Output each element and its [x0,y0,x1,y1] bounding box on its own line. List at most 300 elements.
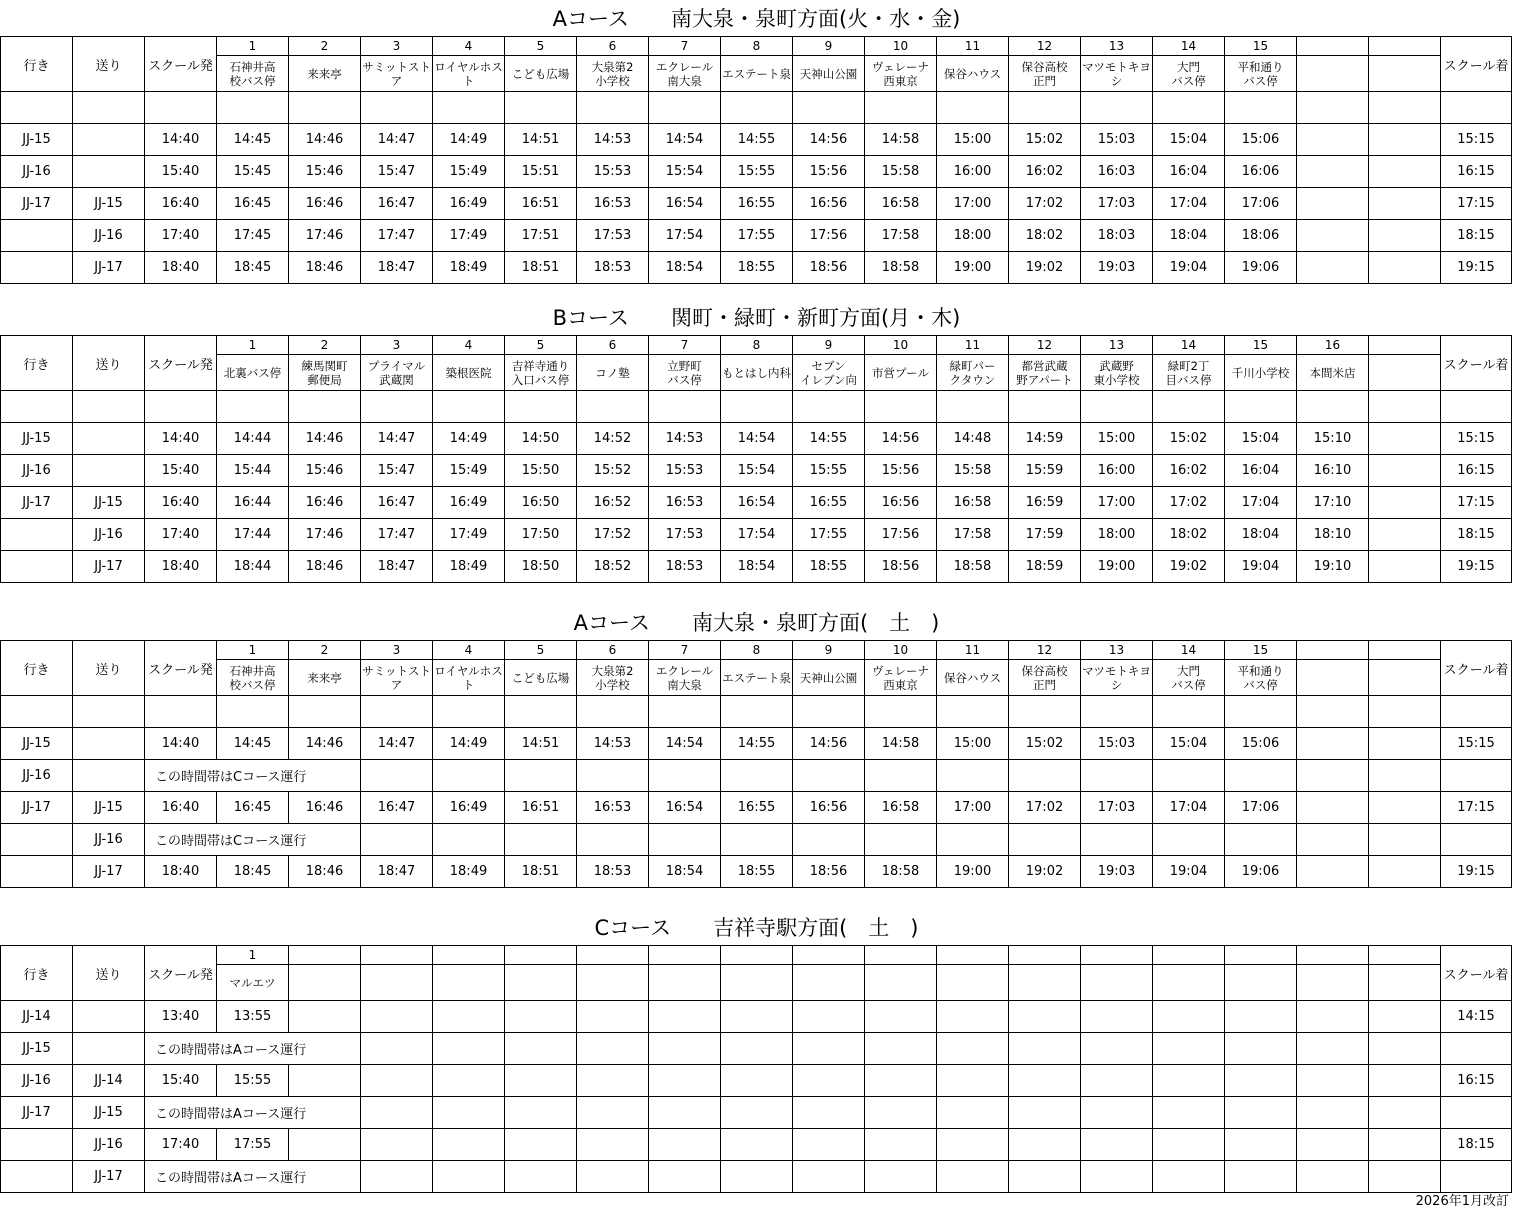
stop-time: 14:53 [577,124,649,156]
blank-cell [1081,391,1153,423]
blank-cell [937,92,1009,124]
stop-time: 16:51 [505,792,577,824]
stop-time: 15:47 [361,156,433,188]
stop-time: 14:54 [649,124,721,156]
stop-number: 10 [865,336,937,355]
stop-time [1009,1129,1081,1161]
stop-number [361,946,433,965]
blank-cell [1369,696,1441,728]
stop-time: 17:10 [1297,487,1369,519]
okuri-bus: JJ-15 [73,1097,145,1129]
stop-number: 8 [721,641,793,660]
stop-time [361,824,433,856]
stop-time [865,1033,937,1065]
stop-time: 18:46 [289,551,361,583]
stop-number: 12 [1009,336,1081,355]
stop-number: 12 [1009,641,1081,660]
stop-time: 15:50 [505,455,577,487]
stop-time [1369,519,1441,551]
iki-bus: JJ-17 [1,487,73,519]
okuri-bus [73,455,145,487]
okuri-bus [73,423,145,455]
stop-name: 大門 バス停 [1153,660,1225,696]
stop-time: 15:59 [1009,455,1081,487]
blank-cell [505,696,577,728]
depart-time: 13:40 [145,1001,217,1033]
stop-time [1225,760,1297,792]
stop-time: 18:47 [361,551,433,583]
okuri-bus: JJ-15 [73,188,145,220]
stop-time: 14:46 [289,728,361,760]
table-row [1,423,1512,455]
stop-number [721,946,793,965]
stop-time: 19:00 [937,856,1009,888]
stop-time: 18:53 [577,252,649,284]
blank-cell [1369,391,1441,423]
blank-cell [721,92,793,124]
stop-time: 16:56 [793,792,865,824]
depart-time: 18:40 [145,856,217,888]
depart-time: 18:40 [145,551,217,583]
stop-time: 18:53 [577,856,649,888]
stop-name [1369,965,1441,1001]
okuri-bus [73,760,145,792]
stop-name: 北裏バス停 [217,355,289,391]
stop-time: 14:46 [289,423,361,455]
stop-time: 17:03 [1081,792,1153,824]
stop-time: 14:50 [505,423,577,455]
blank-cell [1225,696,1297,728]
stop-time [1297,220,1369,252]
blank-cell [1225,92,1297,124]
stop-number [1081,946,1153,965]
blank-cell [1369,92,1441,124]
stop-name [1297,965,1369,1001]
stop-time: 15:46 [289,455,361,487]
stop-time [1369,1097,1441,1129]
arrive-time [1441,824,1512,856]
stop-time: 16:47 [361,188,433,220]
stop-number: 2 [289,336,361,355]
stop-time [1153,1001,1225,1033]
stop-time: 15:58 [865,156,937,188]
stop-time: 18:03 [1081,220,1153,252]
stop-time [1297,1065,1369,1097]
stop-time: 15:44 [217,455,289,487]
iki-bus: JJ-17 [1,1097,73,1129]
revision-note: 2026年1月改訂 [1415,1194,1509,1209]
stop-time [1369,1161,1441,1193]
stop-time: 19:00 [937,252,1009,284]
stop-name [865,965,937,1001]
stop-name [1225,965,1297,1001]
stop-number: 6 [577,641,649,660]
depart-time: 14:40 [145,423,217,455]
stop-name [649,965,721,1001]
stop-time [1369,455,1441,487]
stop-time [1297,252,1369,284]
stop-time: 16:04 [1225,455,1297,487]
stop-name [1009,965,1081,1001]
blank-cell [361,696,433,728]
blank-cell [505,391,577,423]
stop-time: 14:51 [505,728,577,760]
stop-time [1153,1033,1225,1065]
stop-time [1009,1065,1081,1097]
stop-time [1369,1065,1441,1097]
stop-time: 18:46 [289,856,361,888]
stop-time [937,824,1009,856]
blank-cell [1153,92,1225,124]
stop-time: 16:06 [1225,156,1297,188]
blank-cell [217,92,289,124]
stop-name: もとはし内科 [721,355,793,391]
stop-time: 17:44 [217,519,289,551]
stop-time [1297,856,1369,888]
stop-time: 16:55 [721,792,793,824]
stop-time: 14:45 [217,728,289,760]
stop-name [1297,660,1369,696]
blank-cell [289,92,361,124]
timetable [0,335,1512,583]
stop-time: 15:02 [1009,728,1081,760]
arrive-time: 16:15 [1441,1065,1512,1097]
stop-number: 11 [937,37,1009,56]
arrive-time: 19:15 [1441,551,1512,583]
stop-time: 16:49 [433,792,505,824]
stop-name: 緑町2丁 目バス停 [1153,355,1225,391]
okuri-bus: JJ-17 [73,1161,145,1193]
col-header-okuri: 送り [73,946,145,1001]
table-row [1,519,1512,551]
blank-cell [1,92,73,124]
stop-name: 本間米店 [1297,355,1369,391]
stop-time [1225,1001,1297,1033]
stop-time: 16:49 [433,487,505,519]
blank-cell [1009,696,1081,728]
stop-time [1153,1129,1225,1161]
stop-name: ロイヤルホスト [433,56,505,92]
blank-cell [433,92,505,124]
stop-time [505,1033,577,1065]
blank-cell [649,391,721,423]
stop-name: エクレール 南大泉 [649,660,721,696]
iki-bus [1,1161,73,1193]
stop-time [1297,824,1369,856]
depart-time: 15:40 [145,1065,217,1097]
stop-name: 平和通り バス停 [1225,660,1297,696]
stop-time: 16:46 [289,487,361,519]
arrive-time: 18:15 [1441,519,1512,551]
okuri-bus: JJ-14 [73,1065,145,1097]
col-header-okuri: 送り [73,37,145,92]
stop-time [1369,792,1441,824]
table-row [1,1065,1512,1097]
stop-time: 18:55 [721,856,793,888]
stop-name: 保谷ハウス [937,56,1009,92]
stop-number: 9 [793,37,865,56]
stop-name [793,965,865,1001]
stop-time [865,1097,937,1129]
stop-time [505,1161,577,1193]
blank-cell [937,696,1009,728]
iki-bus [1,824,73,856]
stop-number: 1 [217,37,289,56]
blank-cell [865,696,937,728]
stop-time: 15:00 [937,728,1009,760]
stop-time: 15:56 [865,455,937,487]
stop-time [1225,1065,1297,1097]
stop-time: 18:04 [1153,220,1225,252]
stop-time [1369,1001,1441,1033]
stop-time [1009,1097,1081,1129]
stop-number: 7 [649,336,721,355]
stop-time [649,1097,721,1129]
stop-time [865,1065,937,1097]
stop-time: 16:00 [937,156,1009,188]
col-header-iki: 行き [1,37,73,92]
stop-name: 大泉第2 小学校 [577,56,649,92]
table-row [1,824,1512,856]
stop-time [1369,156,1441,188]
stop-time: 14:53 [649,423,721,455]
stop-time: 15:51 [505,156,577,188]
stop-time [1153,1161,1225,1193]
stop-name: ロイヤルホスト [433,660,505,696]
blank-cell [649,92,721,124]
stop-time: 18:06 [1225,220,1297,252]
stop-time: 17:02 [1009,792,1081,824]
stop-number [289,946,361,965]
stop-time [1081,1001,1153,1033]
stop-time [1369,188,1441,220]
stop-time [1297,1129,1369,1161]
okuri-bus [73,1001,145,1033]
stop-time [721,760,793,792]
stop-time [433,1001,505,1033]
stop-time: 19:06 [1225,856,1297,888]
arrive-time: 19:15 [1441,252,1512,284]
iki-bus: JJ-16 [1,455,73,487]
stop-time [1369,1129,1441,1161]
table-row [1,1129,1512,1161]
stop-time: 15:10 [1297,423,1369,455]
stop-number [1369,37,1441,56]
okuri-bus: JJ-17 [73,252,145,284]
blank-cell [73,92,145,124]
stop-time [1297,728,1369,760]
stop-time [1297,188,1369,220]
stop-time: 18:04 [1225,519,1297,551]
stop-time [937,1001,1009,1033]
table-row [1,487,1512,519]
stop-time [1009,1033,1081,1065]
stop-time: 18:02 [1009,220,1081,252]
stop-time: 16:56 [793,188,865,220]
blank-cell [73,696,145,728]
stop-time: 19:03 [1081,856,1153,888]
stop-time [1081,760,1153,792]
stop-name: 武蔵野 東小学校 [1081,355,1153,391]
stop-name: 保谷高校 正門 [1009,660,1081,696]
stop-name: エステート泉 [721,56,793,92]
stop-time: 17:56 [793,220,865,252]
blank-cell [433,696,505,728]
iki-bus [1,220,73,252]
stop-time: 14:56 [865,423,937,455]
stop-time: 18:55 [721,252,793,284]
stop-time: 17:46 [289,519,361,551]
col-header-okuri: 送り [73,336,145,391]
okuri-bus: JJ-16 [73,824,145,856]
stop-time [1369,1033,1441,1065]
service-note: この時間帯はAコース運行 [145,1033,361,1065]
blank-cell [361,391,433,423]
stop-time: 14:45 [217,124,289,156]
stop-time: 17:58 [937,519,1009,551]
okuri-bus [73,728,145,760]
table-row [1,188,1512,220]
stop-time [577,1129,649,1161]
col-header-depart: スクール発 [145,336,217,391]
stop-name: 天神山公園 [793,56,865,92]
blank-cell [1297,92,1369,124]
stop-time: 14:49 [433,124,505,156]
stop-time [1369,423,1441,455]
stop-time [1153,760,1225,792]
iki-bus: JJ-17 [1,188,73,220]
stop-number [1009,946,1081,965]
iki-bus: JJ-16 [1,156,73,188]
stop-time: 16:55 [721,188,793,220]
stop-number: 15 [1225,641,1297,660]
stop-number: 7 [649,37,721,56]
stop-time: 14:47 [361,728,433,760]
stop-time [937,1097,1009,1129]
stop-time: 18:49 [433,252,505,284]
stop-name [1081,965,1153,1001]
arrive-time [1441,1097,1512,1129]
stop-time: 17:50 [505,519,577,551]
stop-number: 13 [1081,336,1153,355]
stop-name: 保谷ハウス [937,660,1009,696]
stop-time [937,1065,1009,1097]
stop-time: 15:55 [721,156,793,188]
arrive-time [1441,760,1512,792]
stop-time [1297,1001,1369,1033]
depart-time: 16:40 [145,792,217,824]
stop-time: 16:44 [217,487,289,519]
stop-name: 緑町パー クタウン [937,355,1009,391]
iki-bus: JJ-15 [1,728,73,760]
stop-number [649,946,721,965]
stop-time: 14:58 [865,728,937,760]
stop-time [865,1161,937,1193]
stop-time: 17:49 [433,220,505,252]
stop-time [1009,1001,1081,1033]
stop-name: セブン イレブン向 [793,355,865,391]
stop-name: 来来亭 [289,56,361,92]
okuri-bus: JJ-17 [73,856,145,888]
stop-time [865,760,937,792]
stop-time: 16:02 [1009,156,1081,188]
stop-time [1369,220,1441,252]
stop-time [1297,1033,1369,1065]
stop-number: 5 [505,641,577,660]
stop-time: 14:55 [793,423,865,455]
stop-time: 16:53 [577,188,649,220]
blank-cell [145,696,217,728]
stop-time [433,1129,505,1161]
stop-number [865,946,937,965]
stop-number: 11 [937,641,1009,660]
stop-name [1153,965,1225,1001]
stop-time: 18:58 [937,551,1009,583]
stop-time: 15:55 [793,455,865,487]
stop-time: 17:06 [1225,792,1297,824]
stop-time [1225,1129,1297,1161]
stop-time [433,1065,505,1097]
stop-time: 18:45 [217,856,289,888]
okuri-bus: JJ-16 [73,1129,145,1161]
stop-time [433,1033,505,1065]
stop-time: 18:55 [793,551,865,583]
stop-time: 14:56 [793,124,865,156]
stop-number: 14 [1153,37,1225,56]
arrive-time: 16:15 [1441,455,1512,487]
stop-number [433,946,505,965]
blank-cell [577,92,649,124]
stop-time [289,1001,361,1033]
stop-number [1297,946,1369,965]
arrive-time: 17:15 [1441,188,1512,220]
stop-name [1369,56,1441,92]
stop-time [577,1097,649,1129]
blank-cell [433,391,505,423]
stop-time: 18:00 [937,220,1009,252]
stop-time: 15:04 [1153,728,1225,760]
stop-time: 17:04 [1153,792,1225,824]
stop-number: 3 [361,336,433,355]
arrive-time: 15:15 [1441,728,1512,760]
stop-time: 18:50 [505,551,577,583]
table-row [1,1161,1512,1193]
stop-time [793,1129,865,1161]
stop-number: 10 [865,37,937,56]
stop-name: ヴェレーナ 西東京 [865,660,937,696]
stop-time [433,760,505,792]
stop-time: 18:54 [721,551,793,583]
stop-time [289,1129,361,1161]
stop-time [721,1065,793,1097]
stop-time: 17:00 [937,792,1009,824]
stop-time: 16:50 [505,487,577,519]
stop-time: 17:55 [721,220,793,252]
stop-time: 17:04 [1225,487,1297,519]
stop-time: 16:59 [1009,487,1081,519]
stop-time: 15:56 [793,156,865,188]
stop-time: 14:47 [361,124,433,156]
stop-time [1009,760,1081,792]
blank-cell [1297,696,1369,728]
stop-time [361,760,433,792]
blank-cell [577,696,649,728]
stop-number [1369,946,1441,965]
stop-time [649,1065,721,1097]
course-title: Bコース 関町・緑町・新町方面(月・木) [552,306,961,330]
stop-time: 18:45 [217,252,289,284]
blank-cell [1081,696,1153,728]
